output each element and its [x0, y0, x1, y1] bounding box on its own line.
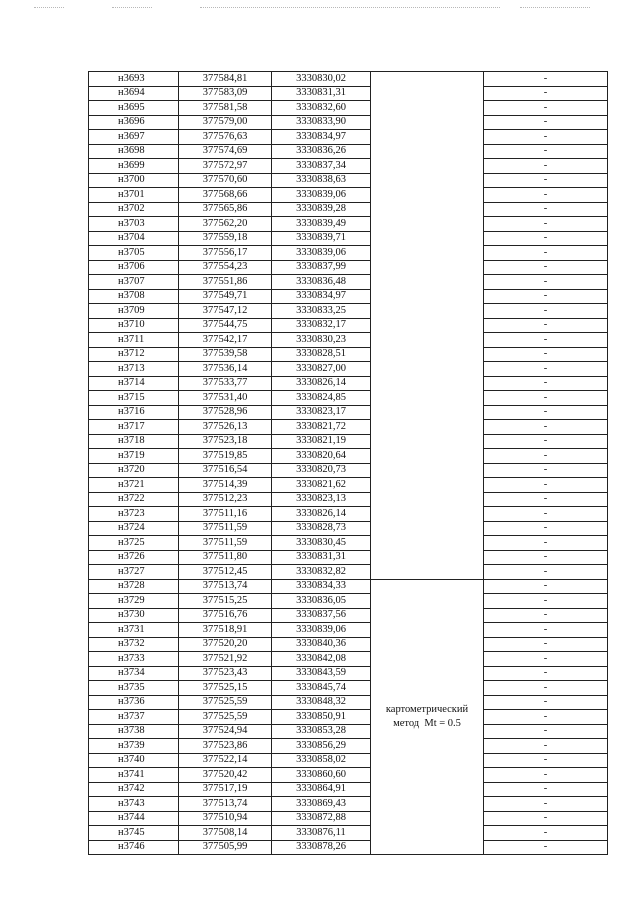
description-cell: - — [484, 159, 608, 174]
description-cell: - — [484, 797, 608, 812]
y-coordinate-cell: 3330858,02 — [272, 753, 371, 768]
y-coordinate-cell: 3330823,13 — [272, 492, 371, 507]
description-cell: - — [484, 724, 608, 739]
table-row — [89, 231, 608, 246]
description-cell: - — [484, 304, 608, 319]
table-row — [89, 710, 608, 725]
point-id-cell: н3721 — [89, 478, 179, 493]
y-coordinate-cell: 3330833,90 — [272, 115, 371, 130]
y-coordinate-cell: 3330830,02 — [272, 72, 371, 87]
point-id-cell: н3745 — [89, 826, 179, 841]
point-id-cell: н3734 — [89, 666, 179, 681]
point-id-cell: н3746 — [89, 840, 179, 855]
y-coordinate-cell: 3330831,31 — [272, 550, 371, 565]
description-cell: - — [484, 217, 608, 232]
point-id-cell: н3709 — [89, 304, 179, 319]
point-id-cell: н3710 — [89, 318, 179, 333]
table-row — [89, 434, 608, 449]
table-row — [89, 376, 608, 391]
x-coordinate-cell: 377510,94 — [179, 811, 272, 826]
description-cell: - — [484, 463, 608, 478]
table-row — [89, 811, 608, 826]
point-id-cell: н3693 — [89, 72, 179, 87]
scan-artifact-line — [200, 7, 500, 8]
y-coordinate-cell: 3330820,64 — [272, 449, 371, 464]
description-cell: - — [484, 681, 608, 696]
y-coordinate-cell: 3330839,71 — [272, 231, 371, 246]
point-id-cell: н3731 — [89, 623, 179, 638]
y-coordinate-cell: 3330842,08 — [272, 652, 371, 667]
description-cell: - — [484, 101, 608, 116]
point-id-cell: н3703 — [89, 217, 179, 232]
x-coordinate-cell: 377556,17 — [179, 246, 272, 261]
table-row — [89, 652, 608, 667]
table-row — [89, 405, 608, 420]
point-id-cell: н3701 — [89, 188, 179, 203]
table-row — [89, 275, 608, 290]
table-row — [89, 246, 608, 261]
x-coordinate-cell: 377511,59 — [179, 521, 272, 536]
description-cell: - — [484, 231, 608, 246]
x-coordinate-cell: 377562,20 — [179, 217, 272, 232]
point-id-cell: н3708 — [89, 289, 179, 304]
y-coordinate-cell: 3330837,99 — [272, 260, 371, 275]
table-row — [89, 637, 608, 652]
table-row — [89, 260, 608, 275]
description-cell: - — [484, 318, 608, 333]
table-row — [89, 826, 608, 841]
x-coordinate-cell: 377518,91 — [179, 623, 272, 638]
x-coordinate-cell: 377539,58 — [179, 347, 272, 362]
x-coordinate-cell: 377568,66 — [179, 188, 272, 203]
description-cell: - — [484, 608, 608, 623]
description-cell: - — [484, 347, 608, 362]
point-id-cell: н3735 — [89, 681, 179, 696]
x-coordinate-cell: 377581,58 — [179, 101, 272, 116]
table-row — [89, 304, 608, 319]
description-cell: - — [484, 637, 608, 652]
point-id-cell: н3700 — [89, 173, 179, 188]
y-coordinate-cell: 3330839,28 — [272, 202, 371, 217]
y-coordinate-cell: 3330878,26 — [272, 840, 371, 855]
point-id-cell: н3724 — [89, 521, 179, 536]
description-cell: - — [484, 840, 608, 855]
table-row — [89, 318, 608, 333]
y-coordinate-cell: 3330845,74 — [272, 681, 371, 696]
x-coordinate-cell: 377517,19 — [179, 782, 272, 797]
description-cell: - — [484, 246, 608, 261]
y-coordinate-cell: 3330834,97 — [272, 289, 371, 304]
point-id-cell: н3737 — [89, 710, 179, 725]
x-coordinate-cell: 377572,97 — [179, 159, 272, 174]
x-coordinate-cell: 377584,81 — [179, 72, 272, 87]
y-coordinate-cell: 3330820,73 — [272, 463, 371, 478]
description-cell: - — [484, 144, 608, 159]
point-id-cell: н3739 — [89, 739, 179, 754]
table-row — [89, 797, 608, 812]
y-coordinate-cell: 3330840,36 — [272, 637, 371, 652]
y-coordinate-cell: 3330843,59 — [272, 666, 371, 681]
scan-artifact-line — [112, 7, 152, 8]
table-row — [89, 623, 608, 638]
x-coordinate-cell: 377533,77 — [179, 376, 272, 391]
point-id-cell: н3713 — [89, 362, 179, 377]
scan-artifact-line — [34, 7, 64, 8]
table-row — [89, 188, 608, 203]
y-coordinate-cell: 3330834,33 — [272, 579, 371, 594]
y-coordinate-cell: 3330869,43 — [272, 797, 371, 812]
description-cell: - — [484, 710, 608, 725]
method-cell-empty — [371, 72, 484, 580]
y-coordinate-cell: 3330872,88 — [272, 811, 371, 826]
point-id-cell: н3725 — [89, 536, 179, 551]
x-coordinate-cell: 377516,76 — [179, 608, 272, 623]
method-accuracy: метод Mt = 0.5 — [393, 717, 461, 729]
point-id-cell: н3744 — [89, 811, 179, 826]
y-coordinate-cell: 3330823,17 — [272, 405, 371, 420]
y-coordinate-cell: 3330830,45 — [272, 536, 371, 551]
point-id-cell: н3730 — [89, 608, 179, 623]
x-coordinate-cell: 377511,59 — [179, 536, 272, 551]
point-id-cell: н3720 — [89, 463, 179, 478]
x-coordinate-cell: 377524,94 — [179, 724, 272, 739]
point-id-cell: н3717 — [89, 420, 179, 435]
x-coordinate-cell: 377525,15 — [179, 681, 272, 696]
table-row — [89, 347, 608, 362]
table-row — [89, 217, 608, 232]
point-id-cell: н3712 — [89, 347, 179, 362]
description-cell: - — [484, 565, 608, 580]
description-cell: - — [484, 594, 608, 609]
description-cell: - — [484, 478, 608, 493]
point-id-cell: н3732 — [89, 637, 179, 652]
table-row — [89, 463, 608, 478]
description-cell: - — [484, 666, 608, 681]
point-id-cell: н3705 — [89, 246, 179, 261]
description-cell: - — [484, 811, 608, 826]
x-coordinate-cell: 377570,60 — [179, 173, 272, 188]
y-coordinate-cell: 3330839,06 — [272, 188, 371, 203]
table-row — [89, 449, 608, 464]
description-cell: - — [484, 782, 608, 797]
point-id-cell: н3714 — [89, 376, 179, 391]
x-coordinate-cell: 377579,00 — [179, 115, 272, 130]
point-id-cell: н3722 — [89, 492, 179, 507]
y-coordinate-cell: 3330821,19 — [272, 434, 371, 449]
x-coordinate-cell: 377511,16 — [179, 507, 272, 522]
table-row — [89, 550, 608, 565]
y-coordinate-cell: 3330856,29 — [272, 739, 371, 754]
description-cell: - — [484, 768, 608, 783]
y-coordinate-cell: 3330832,60 — [272, 101, 371, 116]
y-coordinate-cell: 3330832,82 — [272, 565, 371, 580]
x-coordinate-cell: 377515,25 — [179, 594, 272, 609]
point-id-cell: н3718 — [89, 434, 179, 449]
table-row — [89, 507, 608, 522]
table-row — [89, 159, 608, 174]
x-coordinate-cell: 377512,23 — [179, 492, 272, 507]
y-coordinate-cell: 3330821,62 — [272, 478, 371, 493]
y-coordinate-cell: 3330830,23 — [272, 333, 371, 348]
description-cell: - — [484, 449, 608, 464]
y-coordinate-cell: 3330839,49 — [272, 217, 371, 232]
table-row — [89, 173, 608, 188]
point-id-cell: н3702 — [89, 202, 179, 217]
table-row — [89, 115, 608, 130]
method-name: картометрический — [385, 703, 469, 715]
table-row — [89, 608, 608, 623]
coordinates-table-body — [89, 72, 608, 855]
table-row — [89, 289, 608, 304]
point-id-cell: н3706 — [89, 260, 179, 275]
point-id-cell: н3697 — [89, 130, 179, 145]
x-coordinate-cell: 377522,14 — [179, 753, 272, 768]
point-id-cell: н3742 — [89, 782, 179, 797]
y-coordinate-cell: 3330850,91 — [272, 710, 371, 725]
y-coordinate-cell: 3330864,91 — [272, 782, 371, 797]
x-coordinate-cell: 377549,71 — [179, 289, 272, 304]
y-coordinate-cell: 3330828,51 — [272, 347, 371, 362]
description-cell: - — [484, 289, 608, 304]
y-coordinate-cell: 3330836,48 — [272, 275, 371, 290]
y-coordinate-cell: 3330837,56 — [272, 608, 371, 623]
y-coordinate-cell: 3330834,97 — [272, 130, 371, 145]
point-id-cell: н3738 — [89, 724, 179, 739]
table-row — [89, 478, 608, 493]
description-cell: - — [484, 695, 608, 710]
description-cell: - — [484, 202, 608, 217]
y-coordinate-cell: 3330839,06 — [272, 623, 371, 638]
table-row — [89, 681, 608, 696]
y-coordinate-cell: 3330860,60 — [272, 768, 371, 783]
description-cell: - — [484, 376, 608, 391]
description-cell: - — [484, 652, 608, 667]
table-row — [89, 739, 608, 754]
y-coordinate-cell: 3330876,11 — [272, 826, 371, 841]
point-id-cell: н3716 — [89, 405, 179, 420]
x-coordinate-cell: 377513,74 — [179, 797, 272, 812]
y-coordinate-cell: 3330831,31 — [272, 86, 371, 101]
y-coordinate-cell: 3330853,28 — [272, 724, 371, 739]
coordinates-table — [88, 71, 608, 855]
y-coordinate-cell: 3330821,72 — [272, 420, 371, 435]
y-coordinate-cell: 3330839,06 — [272, 246, 371, 261]
y-coordinate-cell: 3330827,00 — [272, 362, 371, 377]
x-coordinate-cell: 377547,12 — [179, 304, 272, 319]
table-row — [89, 565, 608, 580]
point-id-cell: н3743 — [89, 797, 179, 812]
y-coordinate-cell: 3330836,26 — [272, 144, 371, 159]
x-coordinate-cell: 377514,39 — [179, 478, 272, 493]
table-row — [89, 202, 608, 217]
description-cell: - — [484, 173, 608, 188]
x-coordinate-cell: 377536,14 — [179, 362, 272, 377]
description-cell: - — [484, 492, 608, 507]
table-row — [89, 666, 608, 681]
point-id-cell: н3694 — [89, 86, 179, 101]
description-cell: - — [484, 420, 608, 435]
point-id-cell: н3719 — [89, 449, 179, 464]
table-row — [89, 579, 608, 594]
description-cell: - — [484, 826, 608, 841]
description-cell: - — [484, 86, 608, 101]
point-id-cell: н3727 — [89, 565, 179, 580]
x-coordinate-cell: 377551,86 — [179, 275, 272, 290]
table-row — [89, 724, 608, 739]
point-id-cell: н3729 — [89, 594, 179, 609]
point-id-cell: н3704 — [89, 231, 179, 246]
point-id-cell: н3695 — [89, 101, 179, 116]
y-coordinate-cell: 3330826,14 — [272, 376, 371, 391]
x-coordinate-cell: 377519,85 — [179, 449, 272, 464]
table-row — [89, 753, 608, 768]
x-coordinate-cell: 377583,09 — [179, 86, 272, 101]
description-cell: - — [484, 434, 608, 449]
point-id-cell: н3733 — [89, 652, 179, 667]
description-cell: - — [484, 72, 608, 87]
x-coordinate-cell: 377520,42 — [179, 768, 272, 783]
table-row — [89, 101, 608, 116]
x-coordinate-cell: 377565,86 — [179, 202, 272, 217]
description-cell: - — [484, 507, 608, 522]
point-id-cell: н3711 — [89, 333, 179, 348]
y-coordinate-cell: 3330826,14 — [272, 507, 371, 522]
table-row — [89, 333, 608, 348]
x-coordinate-cell: 377513,74 — [179, 579, 272, 594]
description-cell: - — [484, 623, 608, 638]
description-cell: - — [484, 115, 608, 130]
description-cell: - — [484, 536, 608, 551]
description-cell: - — [484, 362, 608, 377]
description-cell: - — [484, 739, 608, 754]
y-coordinate-cell: 3330836,05 — [272, 594, 371, 609]
table-row — [89, 391, 608, 406]
x-coordinate-cell: 377542,17 — [179, 333, 272, 348]
x-coordinate-cell: 377574,69 — [179, 144, 272, 159]
x-coordinate-cell: 377554,23 — [179, 260, 272, 275]
table-row — [89, 594, 608, 609]
x-coordinate-cell: 377521,92 — [179, 652, 272, 667]
y-coordinate-cell: 3330833,25 — [272, 304, 371, 319]
x-coordinate-cell: 377559,18 — [179, 231, 272, 246]
table-row — [89, 521, 608, 536]
description-cell: - — [484, 405, 608, 420]
y-coordinate-cell: 3330848,32 — [272, 695, 371, 710]
x-coordinate-cell: 377516,54 — [179, 463, 272, 478]
point-id-cell: н3740 — [89, 753, 179, 768]
point-id-cell: н3736 — [89, 695, 179, 710]
description-cell: - — [484, 550, 608, 565]
x-coordinate-cell: 377505,99 — [179, 840, 272, 855]
table-row — [89, 144, 608, 159]
x-coordinate-cell: 377544,75 — [179, 318, 272, 333]
point-id-cell: н3698 — [89, 144, 179, 159]
x-coordinate-cell: 377528,96 — [179, 405, 272, 420]
table-row — [89, 695, 608, 710]
x-coordinate-cell: 377531,40 — [179, 391, 272, 406]
table-row — [89, 130, 608, 145]
table-row — [89, 420, 608, 435]
x-coordinate-cell: 377576,63 — [179, 130, 272, 145]
point-id-cell: н3699 — [89, 159, 179, 174]
point-id-cell: н3696 — [89, 115, 179, 130]
x-coordinate-cell: 377523,43 — [179, 666, 272, 681]
point-id-cell: н3726 — [89, 550, 179, 565]
x-coordinate-cell: 377523,18 — [179, 434, 272, 449]
y-coordinate-cell: 3330838,63 — [272, 173, 371, 188]
table-row — [89, 492, 608, 507]
x-coordinate-cell: 377511,80 — [179, 550, 272, 565]
point-id-cell: н3741 — [89, 768, 179, 783]
point-id-cell: н3707 — [89, 275, 179, 290]
description-cell: - — [484, 333, 608, 348]
description-cell: - — [484, 753, 608, 768]
point-id-cell: н3723 — [89, 507, 179, 522]
x-coordinate-cell: 377512,45 — [179, 565, 272, 580]
x-coordinate-cell: 377525,59 — [179, 695, 272, 710]
table-row — [89, 782, 608, 797]
table-row — [89, 362, 608, 377]
x-coordinate-cell: 377526,13 — [179, 420, 272, 435]
y-coordinate-cell: 3330824,85 — [272, 391, 371, 406]
point-id-cell: н3715 — [89, 391, 179, 406]
method-cell — [371, 579, 484, 855]
x-coordinate-cell: 377508,14 — [179, 826, 272, 841]
point-id-cell: н3728 — [89, 579, 179, 594]
description-cell: - — [484, 391, 608, 406]
y-coordinate-cell: 3330828,73 — [272, 521, 371, 536]
table-row — [89, 840, 608, 855]
description-cell: - — [484, 275, 608, 290]
y-coordinate-cell: 3330832,17 — [272, 318, 371, 333]
description-cell: - — [484, 130, 608, 145]
x-coordinate-cell: 377525,59 — [179, 710, 272, 725]
description-cell: - — [484, 521, 608, 536]
x-coordinate-cell: 377520,20 — [179, 637, 272, 652]
description-cell: - — [484, 579, 608, 594]
description-cell: - — [484, 188, 608, 203]
table-row — [89, 768, 608, 783]
description-cell: - — [484, 260, 608, 275]
y-coordinate-cell: 3330837,34 — [272, 159, 371, 174]
table-row — [89, 86, 608, 101]
scan-artifact-line — [520, 7, 590, 8]
x-coordinate-cell: 377523,86 — [179, 739, 272, 754]
table-row — [89, 72, 608, 87]
table-row — [89, 536, 608, 551]
